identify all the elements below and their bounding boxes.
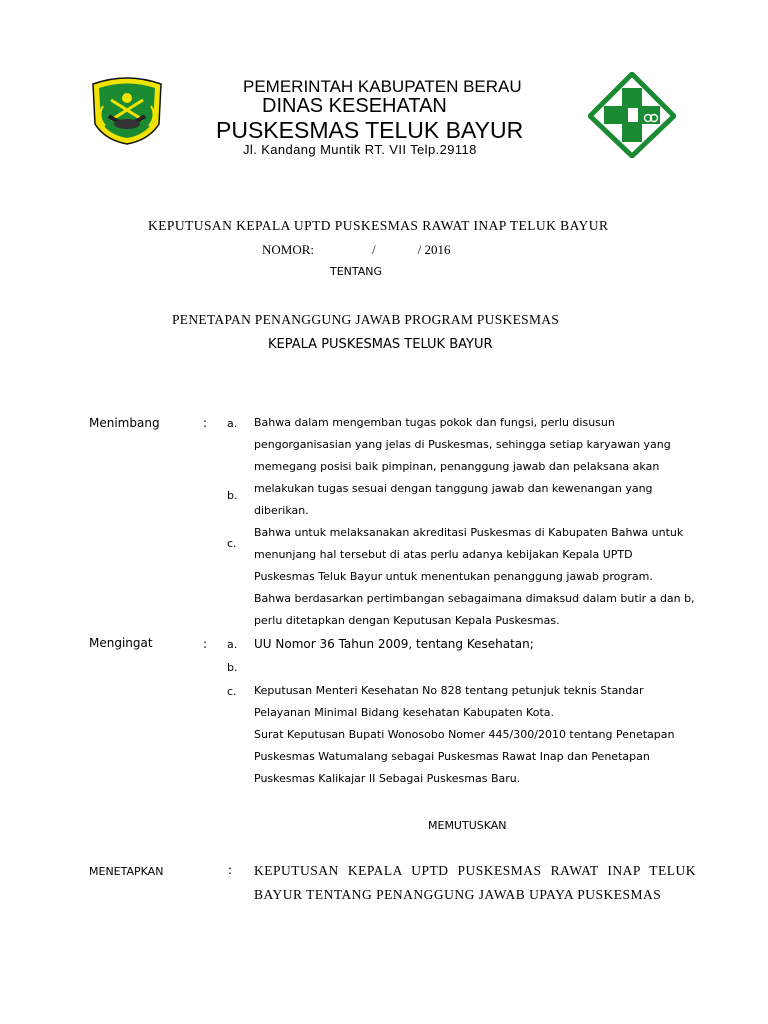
decree-subject: PENETAPAN PENANGGUNG JAWAB PROGRAM PUSKESMAS (172, 312, 560, 327)
mengingat-colon: : (203, 637, 208, 651)
nomor-label: NOMOR: (262, 242, 315, 257)
menimbang-marker-c: c. (227, 537, 237, 550)
memutuskan-heading: MEMUTUSKAN (428, 819, 507, 832)
header-address: Jl. Kandang Muntik RT. VII Telp.29118 (243, 142, 477, 157)
decree-number (262, 242, 451, 258)
mengingat-marker-c: c. (227, 685, 237, 698)
tentang-heading: TENTANG (330, 265, 383, 278)
decision-text: KEPUTUSAN KEPALA UPTD PUSKESMAS RAWAT INAP TELUK BAYUR TENTANG PENANGGUNG JAWAB UPAYA PUSKESMAS (254, 863, 696, 902)
mengingat-line-a: UU Nomor 36 Tahun 2009, tentang Kesehatan; (254, 637, 534, 651)
menimbang-line: menunjang hal tersebut di atas perlu adanya kebijakan Kepala UPTD (254, 548, 633, 561)
menimbang-marker-b: b. (227, 489, 238, 502)
menimbang-line: Bahwa berdasarkan pertimbangan sebagaimana dimaksud dalam butir a dan b, (254, 592, 695, 605)
menimbang-marker-a: a. (227, 417, 238, 430)
menimbang-line: melakukan tugas sesuai dengan tanggung jawab dan kewenangan yang (254, 482, 653, 495)
puskesmas-logo (588, 72, 676, 158)
menimbang-line: Bahwa dalam mengemban tugas pokok dan fungsi, perlu disusun (254, 416, 615, 429)
mengingat-marker-a: a. (227, 638, 238, 651)
menimbang-line: memegang posisi baik pimpinan, penanggung jawab dan pelaksana akan (254, 460, 660, 473)
mengingat-label: Mengingat (89, 636, 153, 650)
decree-subject-sub: KEPALA PUSKESMAS TELUK BAYUR (268, 337, 493, 352)
menimbang-label: Menimbang (89, 416, 160, 430)
menimbang-line: pengorganisasian yang jelas di Puskesmas, sehingga setiap karyawan yang (254, 438, 671, 451)
header-institution: PUSKESMAS TELUK BAYUR (216, 117, 524, 143)
regency-emblem-logo (89, 76, 165, 146)
menimbang-line: Puskesmas Teluk Bayur untuk menentukan penanggung jawab program. (254, 570, 653, 583)
menimbang-line: diberikan. (254, 504, 309, 517)
menetapkan-label: MENETAPKAN (89, 865, 164, 878)
mengingat-line: Keputusan Menteri Kesehatan No 828 tentang petunjuk teknis Standar (254, 684, 644, 697)
mengingat-line: Surat Keputusan Bupati Wonosobo Nomer 445/300/2010 tentang Penetapan (254, 728, 675, 741)
decree-title: KEPUTUSAN KEPALA UPTD PUSKESMAS RAWAT INAP TELUK BAYUR (148, 218, 609, 233)
mengingat-line: Puskesmas Watumalang sebagai Puskesmas Rawat Inap dan Penetapan (254, 750, 650, 763)
mengingat-line: Pelayanan Minimal Bidang kesehatan Kabupaten Kota. (254, 706, 555, 719)
header-government: PEMERINTAH KABUPATEN BERAU (243, 77, 522, 96)
mengingat-marker-b: b. (227, 661, 238, 674)
nomor-year: / 2016 (417, 242, 451, 257)
menimbang-line: Bahwa untuk melaksanakan akreditasi Puskesmas di Kabupaten Bahwa untuk (254, 526, 684, 539)
menimbang-colon: : (203, 416, 208, 430)
header-department: DINAS KESEHATAN (262, 95, 447, 117)
menetapkan-colon: : (228, 863, 232, 878)
nomor-separator: / (372, 242, 376, 257)
mengingat-line: Puskesmas Kalikajar II Sebagai Puskesmas Baru. (254, 772, 521, 785)
menimbang-line: perlu ditetapkan dengan Keputusan Kepala Puskesmas. (254, 614, 560, 627)
